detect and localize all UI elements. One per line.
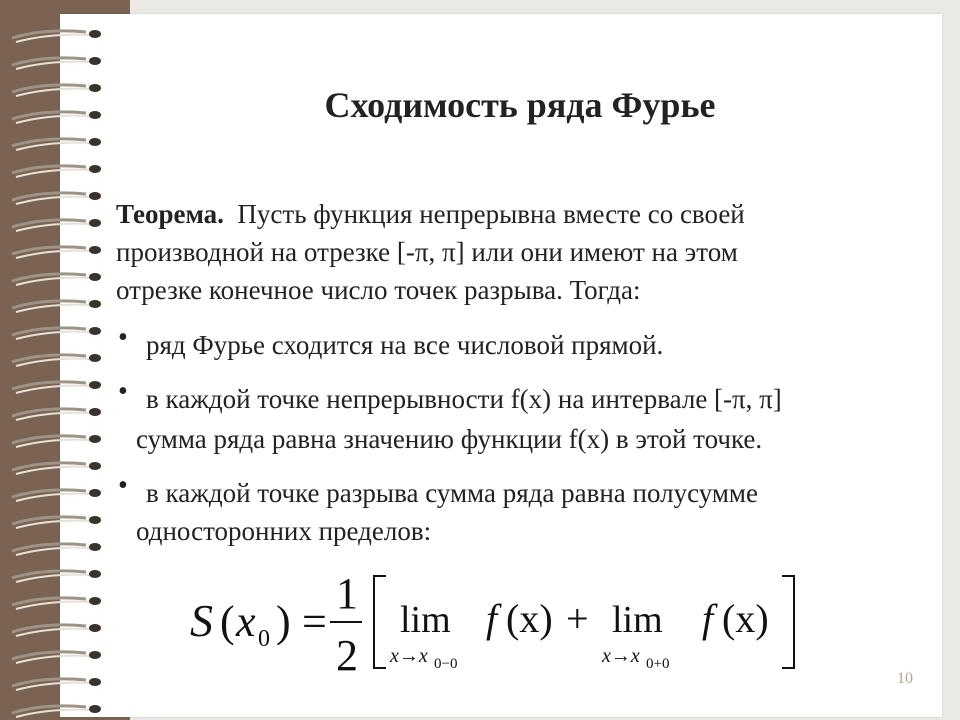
- formula-arg-1: (x): [506, 596, 553, 641]
- bullet-2-line-1: в каждой точке непрерывности f(x) на интервале [-π, π]: [146, 384, 782, 414]
- binding-hole: [89, 408, 101, 416]
- formula-frac-num: 1: [336, 569, 358, 618]
- slide-title: Сходимость ряда Фурье: [324, 85, 716, 125]
- theorem-label: Теорема.: [116, 199, 224, 229]
- formula-lim-2-sub: 0+0: [646, 656, 670, 672]
- binding-hole: [89, 705, 101, 713]
- formula-lhs-sub: 0: [258, 626, 270, 652]
- bullet-3-line-2: односторонних пределов:: [136, 516, 432, 546]
- formula-left-bracket: [374, 576, 386, 668]
- formula-lim-1-under: x→x: [390, 645, 428, 667]
- fourier-limit-formula: [190, 568, 810, 678]
- bullet-marker-3: •: [118, 470, 128, 501]
- spiral-coils: [12, 30, 101, 717]
- binding-hole: [89, 192, 101, 200]
- formula-right-bracket: [782, 576, 794, 668]
- formula-plus: +: [566, 596, 589, 641]
- theorem-line-1: Пусть функция непрерывна вместе со своей: [237, 199, 745, 229]
- formula-frac-den: 2: [336, 631, 358, 678]
- binding-hole: [89, 678, 101, 686]
- binding-hole: [89, 435, 101, 443]
- theorem-line-2: производной на отрезке [-π, π] или они имеют на этом: [116, 237, 738, 267]
- theorem-block: [116, 195, 896, 309]
- formula-lhs-x: x: [236, 597, 256, 646]
- binding-hole: [89, 57, 101, 65]
- binding-hole: [89, 543, 101, 551]
- bullet-1-line-1: ряд Фурье сходится на все числовой прямой.: [146, 330, 664, 360]
- bullet-marker-1: •: [118, 322, 128, 353]
- formula-lim-2-under: x→x: [602, 645, 640, 667]
- formula-f-1: f: [486, 596, 498, 641]
- binding-hole: [89, 489, 101, 497]
- bullet-2-line-2: сумма ряда равна значению функции f(x) в этой точке.: [136, 424, 763, 454]
- binding-hole: [89, 354, 101, 362]
- formula-f-2: f: [702, 596, 714, 641]
- binding-hole: [89, 273, 101, 281]
- theorem-line-3: отрезке конечное число точек разрыва. Тогда:: [116, 275, 641, 305]
- binding-hole: [89, 165, 101, 173]
- binding-hole: [89, 300, 101, 308]
- binding-hole: [89, 381, 101, 389]
- binding-hole: [89, 597, 101, 605]
- binding-hole: [89, 30, 101, 38]
- page-number: 10: [897, 670, 913, 687]
- binding-hole: [89, 246, 101, 254]
- formula-S: S: [190, 595, 213, 646]
- formula-lhs-close: ): [276, 597, 291, 646]
- binding-hole: [89, 219, 101, 227]
- binding-hole: [89, 327, 101, 335]
- formula-lim-2: lim: [612, 599, 663, 641]
- formula-arg-2: (x): [722, 596, 769, 641]
- formula-lhs-open: (: [220, 597, 235, 646]
- binding-hole: [89, 651, 101, 659]
- bullet-marker-2: •: [118, 376, 128, 407]
- formula-lim-1: lim: [400, 599, 451, 641]
- binding-hole: [89, 462, 101, 470]
- binding-hole: [89, 570, 101, 578]
- formula-lim-1-sub: 0−0: [434, 656, 458, 672]
- formula-equals: =: [302, 597, 327, 646]
- binding-hole: [89, 138, 101, 146]
- binding-hole: [89, 516, 101, 524]
- bullet-3-line-1: в каждой точке разрыва сумма ряда равна полусумме: [146, 478, 758, 508]
- binding-hole: [89, 624, 101, 632]
